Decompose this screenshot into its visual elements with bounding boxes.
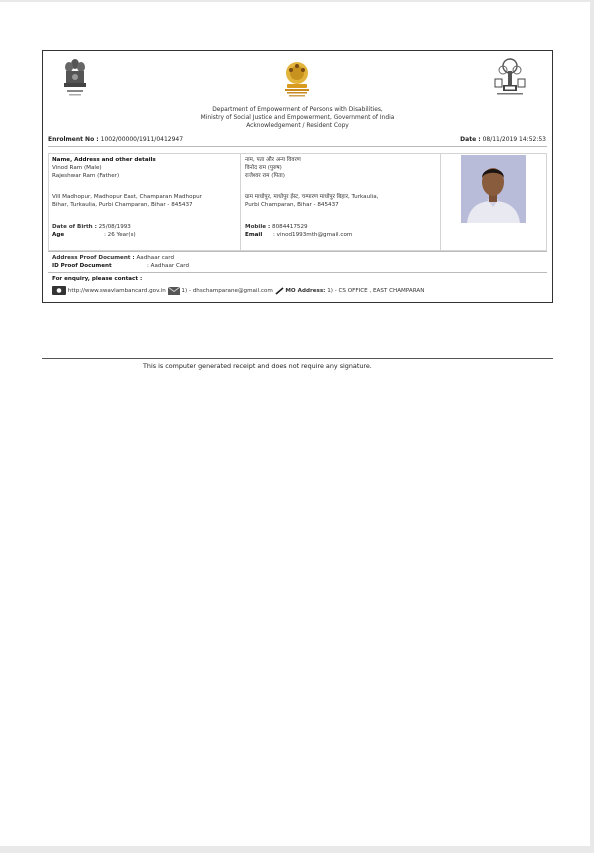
issue-date (460, 136, 546, 143)
document-title: Acknowledgement / Resident Copy (246, 123, 349, 129)
mobile (245, 224, 308, 232)
address-proof-label: Address Proof Document : (52, 255, 135, 261)
divider (48, 251, 547, 252)
details-heading-hindi: नाम, पता और अन्य विवरण (245, 157, 301, 163)
enrolment-label: Enrolment No : (48, 136, 99, 143)
dob-value: 25/08/1993 (98, 224, 131, 230)
mo-address-value: 1) - CS OFFICE , EAST CHAMPARAN (327, 288, 425, 294)
address-line-1: Vill Madhopur, Madhopur East, Champaran Madhopur (52, 194, 202, 200)
age-value: : 26 Year(s) (104, 232, 136, 238)
bihar-emblem-icon (489, 57, 531, 99)
date-label: Date : (460, 136, 481, 143)
id-proof-label: ID Proof Document (52, 263, 112, 269)
mo-address-label: MO Address: (285, 288, 326, 294)
acknowledgement-card (42, 50, 553, 303)
footer-divider (42, 358, 553, 359)
enrolment-number (48, 136, 183, 143)
person-photo (461, 155, 526, 223)
website-link[interactable]: http://www.swavlambancard.gov.in (67, 288, 166, 294)
mobile-label: Mobile : (245, 224, 271, 230)
address-hindi-line-2: Purbi Champaran, Bihar - 845437 (245, 202, 339, 208)
email-label: Email (245, 232, 263, 238)
contact-email[interactable]: 1) - dhschamparane@gmail.com (181, 288, 273, 294)
enrolment-value: 1002/00000/1911/0412947 (100, 136, 184, 143)
address-proof-value: Aadhaar card (136, 255, 174, 261)
department-name: Department of Empowerment of Persons with Disabilities, (212, 107, 383, 113)
details-heading: Name, Address and other details (52, 157, 156, 163)
address-hindi-line-1: ग्राम माधोपुर, माधोपुर ईस्ट, चम्पारण माधोपुर बिहार, Turkaulia, (245, 194, 379, 200)
date-of-birth (52, 224, 131, 232)
footer-note-text: This is computer generated receipt and does not require any signature. (143, 362, 372, 370)
enquiry-heading: For enquiry, please contact : (52, 276, 143, 282)
dob-label: Date of Birth : (52, 224, 97, 230)
column-divider (240, 154, 241, 250)
id-proof-value: : Aadhaar Card (147, 263, 190, 269)
applicant-name-hindi: विनोद राम (पुरुष) (245, 165, 282, 171)
father-name-hindi: राजेश्वर राम (पिता) (245, 173, 285, 179)
mobile-value: 8084417529 (272, 224, 308, 230)
date-value: 08/11/2019 14:52:53 (482, 136, 546, 143)
contact-line (52, 286, 424, 295)
email-icon (168, 287, 180, 295)
document-page (0, 2, 590, 846)
address-line-2: Bihar, Turkaulia, Purbi Champaran, Bihar - 845437 (52, 202, 193, 208)
father-name: Rajeshwar Ram (Father) (52, 173, 120, 179)
divider (48, 272, 547, 273)
web-icon (52, 286, 66, 295)
address-proof (52, 255, 174, 263)
divider (48, 146, 547, 147)
email-value: : vinod1993mth@gmail.com (273, 232, 353, 238)
applicant-name: Vinod Ram (Male) (52, 165, 102, 171)
ministry-name: Ministry of Social Justice and Empowerment, Government of India (200, 115, 395, 121)
department-seal-icon (275, 57, 319, 99)
national-emblem-icon (60, 56, 90, 102)
pen-icon (275, 287, 284, 295)
column-divider (440, 154, 441, 250)
age-label: Age (52, 232, 65, 238)
